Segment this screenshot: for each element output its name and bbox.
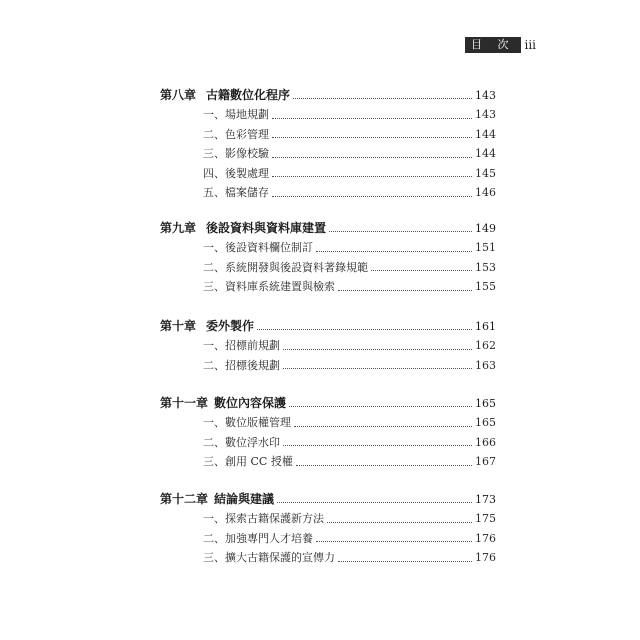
section-page-number: 176 xyxy=(475,531,496,545)
chapter-number: 第十章 xyxy=(160,319,197,333)
chapter-page-number: 143 xyxy=(475,89,496,102)
section-page-number: 163 xyxy=(475,358,496,372)
section-title: 一、數位版權管理 xyxy=(203,416,291,429)
dot-leader xyxy=(338,290,472,291)
dot-leader xyxy=(272,137,472,138)
header-label: 目 次 xyxy=(465,37,521,53)
section-title: 三、擴大古籍保護的宣傳力 xyxy=(203,551,335,564)
chapter-page-number: 149 xyxy=(475,222,496,235)
dot-leader xyxy=(329,231,472,232)
chapter-entry[interactable] xyxy=(160,221,496,236)
section-entry[interactable] xyxy=(203,241,496,255)
dot-leader xyxy=(371,270,472,271)
section-entry[interactable] xyxy=(203,280,496,294)
chapter-entry[interactable] xyxy=(160,492,496,507)
section-title: 一、後設資料欄位制訂 xyxy=(203,241,313,254)
section-page-number: 165 xyxy=(475,416,496,429)
dot-leader xyxy=(272,196,472,197)
section-title: 二、加強專門人才培養 xyxy=(203,531,313,545)
dot-leader xyxy=(338,561,472,562)
section-page-number: 145 xyxy=(475,166,496,180)
section-entry[interactable] xyxy=(203,512,496,526)
section-page-number: 166 xyxy=(475,435,496,449)
section-title: 一、場地規劃 xyxy=(203,108,269,121)
section-page-number: 167 xyxy=(475,455,496,468)
section-entry[interactable] xyxy=(203,532,496,546)
section-page-number: 143 xyxy=(475,108,496,121)
dot-leader xyxy=(327,522,472,523)
dot-leader xyxy=(294,426,472,427)
dot-leader xyxy=(283,349,472,350)
section-entry[interactable] xyxy=(203,436,496,450)
section-entry[interactable] xyxy=(203,128,496,142)
chapter-number: 第十一章 xyxy=(160,396,209,410)
section-title: 四、後製處理 xyxy=(203,166,269,180)
dot-leader xyxy=(289,406,472,407)
chapter-title: 結論與建議 xyxy=(214,492,275,506)
dot-leader xyxy=(316,541,472,542)
section-entry[interactable] xyxy=(203,339,496,353)
chapter-page-number: 173 xyxy=(475,493,496,506)
section-title: 五、檔案儲存 xyxy=(203,186,269,199)
chapter-number: 第九章 xyxy=(160,221,197,235)
header-page-number: iii xyxy=(524,38,537,52)
section-page-number: 144 xyxy=(475,127,496,141)
section-title: 三、創用 CC 授權 xyxy=(203,455,293,468)
chapter-page-number: 161 xyxy=(475,320,496,333)
section-page-number: 155 xyxy=(475,280,496,293)
dot-leader xyxy=(283,445,472,446)
section-title: 二、數位浮水印 xyxy=(203,435,280,449)
dot-leader xyxy=(296,465,472,466)
section-page-number: 176 xyxy=(475,551,496,564)
dot-leader xyxy=(316,251,472,252)
section-page-number: 151 xyxy=(475,241,496,254)
section-page-number: 146 xyxy=(475,186,496,199)
section-title: 一、探索古籍保護新方法 xyxy=(203,512,324,525)
section-entry[interactable] xyxy=(203,551,496,565)
chapter-title: 後設資料與資料庫建置 xyxy=(206,221,327,235)
section-page-number: 175 xyxy=(475,512,496,525)
chapter-page-number: 165 xyxy=(475,397,496,410)
dot-leader xyxy=(257,329,472,330)
chapter-entry[interactable] xyxy=(160,396,496,411)
chapter-number: 第十二章 xyxy=(160,492,209,506)
dot-leader xyxy=(272,118,472,119)
section-entry[interactable] xyxy=(203,147,496,161)
chapter-title: 數位內容保護 xyxy=(214,396,287,410)
section-entry[interactable] xyxy=(203,455,496,469)
section-entry[interactable] xyxy=(203,261,496,275)
dot-leader xyxy=(293,98,472,99)
section-page-number: 153 xyxy=(475,260,496,274)
section-page-number: 144 xyxy=(475,147,496,160)
section-entry[interactable] xyxy=(203,416,496,430)
section-entry[interactable] xyxy=(203,186,496,200)
dot-leader xyxy=(272,176,472,177)
dot-leader xyxy=(283,368,472,369)
dot-leader xyxy=(272,157,472,158)
section-title: 三、資料庫系統建置與檢索 xyxy=(203,280,335,293)
section-title: 二、招標後規劃 xyxy=(203,358,280,372)
chapter-title: 委外製作 xyxy=(206,319,255,333)
chapter-title: 古籍數位化程序 xyxy=(206,88,291,102)
section-title: 三、影像校驗 xyxy=(203,147,269,160)
section-entry[interactable] xyxy=(203,359,496,373)
section-entry[interactable] xyxy=(203,108,496,122)
section-title: 二、系統開發與後設資料著錄規範 xyxy=(203,260,368,274)
section-title: 二、色彩管理 xyxy=(203,127,269,141)
section-page-number: 162 xyxy=(475,339,496,352)
chapter-entry[interactable] xyxy=(160,319,496,334)
section-title: 一、招標前規劃 xyxy=(203,339,280,352)
chapter-entry[interactable] xyxy=(160,88,496,103)
chapter-number: 第八章 xyxy=(160,88,197,102)
dot-leader xyxy=(277,502,472,503)
section-entry[interactable] xyxy=(203,167,496,181)
running-header xyxy=(465,37,536,53)
